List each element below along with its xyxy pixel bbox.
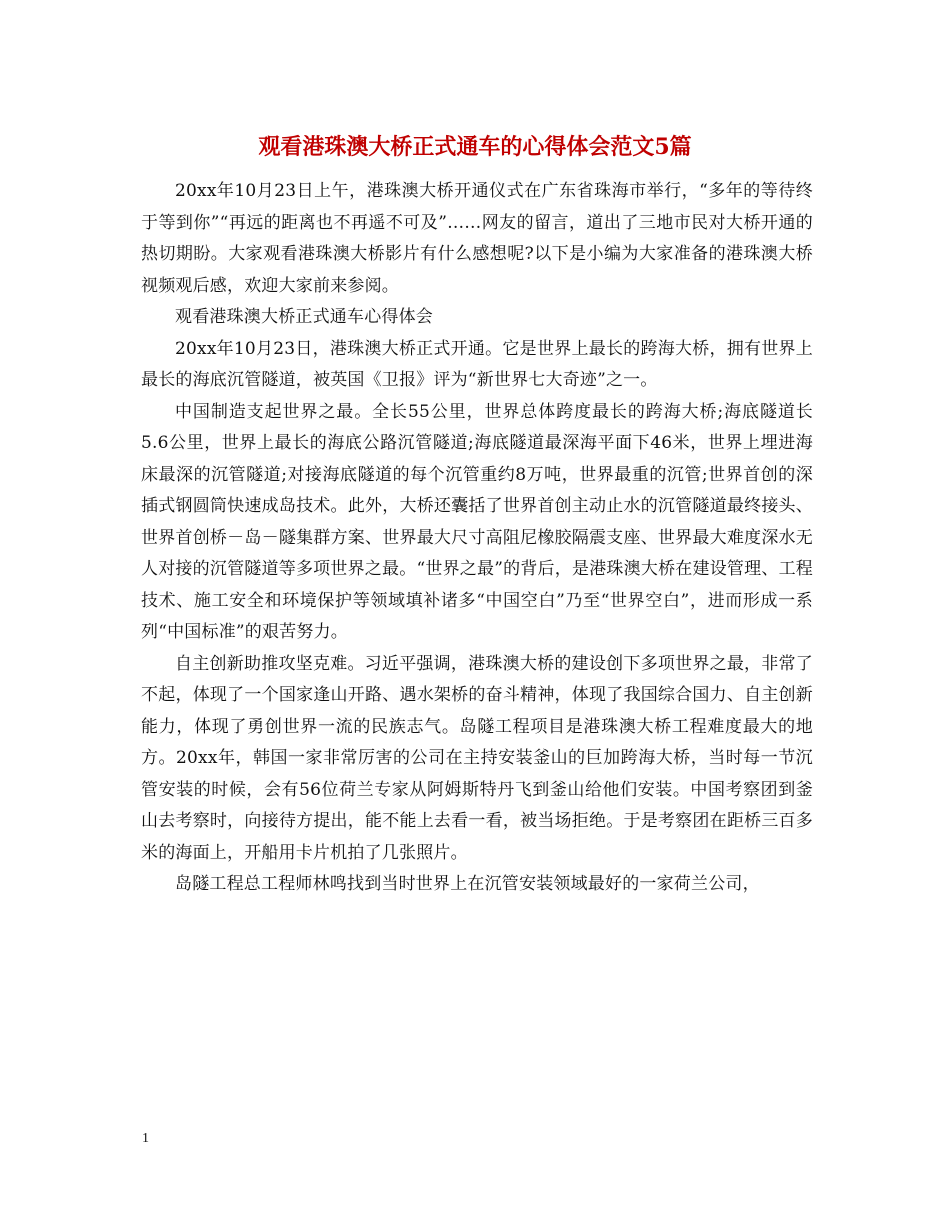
paragraph-subheading: 观看港珠澳大桥正式通车心得体会 [175, 307, 433, 327]
page-number: 1 [142, 1131, 149, 1146]
document-body [141, 176, 813, 901]
page-title: 观看港珠澳大桥正式通车的心得体会范文5篇 [258, 134, 692, 160]
paragraph-intro: 20xx年10月23日上午，港珠澳大桥开通仪式在广东省珠海市举行，“多年的等待终于等到你”“再远的距离也不再遥不可及”……网友的留言，道出了三地市民对大桥开通的热切期盼。大家观看港珠澳大桥影片有什么感想呢?以下是小编为大家准备的港珠澳大桥视频观后感，欢迎大家前来参阅。 [141, 181, 813, 296]
paragraph-innovation: 自主创新助推攻坚克难。习近平强调，港珠澳大桥的建设创下多项世界之最，非常了不起，体现了一个国家逢山开路、遇水架桥的奋斗精神，体现了我国综合国力、自主创新能力，体现了勇创世界一流的民族志气。岛隧工程项目是港珠澳大桥工程难度最大的地方。20xx年，韩国一家非常厉害的公司在主持安装釜山的巨加跨海大桥，当时每一节沉管安装的时候，会有56位荷兰专家从阿姆斯特丹飞到釜山给他们安装。中国考察团到釜山去考察时，向接待方提出，能不能上去看一看，被当场拒绝。于是考察团在距桥三百多米的海面上，开船用卡片机拍了几张照片。 [141, 653, 813, 863]
paragraph-opening: 20xx年10月23日，港珠澳大桥正式开通。它是世界上最长的跨海大桥，拥有世界上最长的海底沉管隧道，被英国《卫报》评为“新世界七大奇迹”之一。 [141, 338, 813, 390]
paragraph-engineer: 岛隧工程总工程师林鸣找到当时世界上在沉管安装领域最好的一家荷兰公司， [175, 874, 760, 894]
paragraph-world-records: 中国制造支起世界之最。全长55公里，世界总体跨度最长的跨海大桥;海底隧道长5.6公里，世界上最长的海底公路沉管隧道;海底隧道最深海平面下46米，世界上埋进海床最深的沉管隧道;对接海底隧道的每个沉管重约8万吨，世界最重的沉管;世界首创的深插式钢圆筒快速成岛技术。此外，大桥还囊括了世界首创主动止水的沉管隧道最终接头、世界首创桥－岛－隧集群方案、世界最大尺寸高阻尼橡胶隔震支座、世界最大难度深水无人对接的沉管隧道等多项世界之最。“世界之最”的背后，是港珠澳大桥在建设管理、工程技术、施工安全和环境保护等领域填补诸多“中国空白”乃至“世界空白”，进而形成一系列“中国标准”的艰苦努力。 [141, 401, 813, 642]
